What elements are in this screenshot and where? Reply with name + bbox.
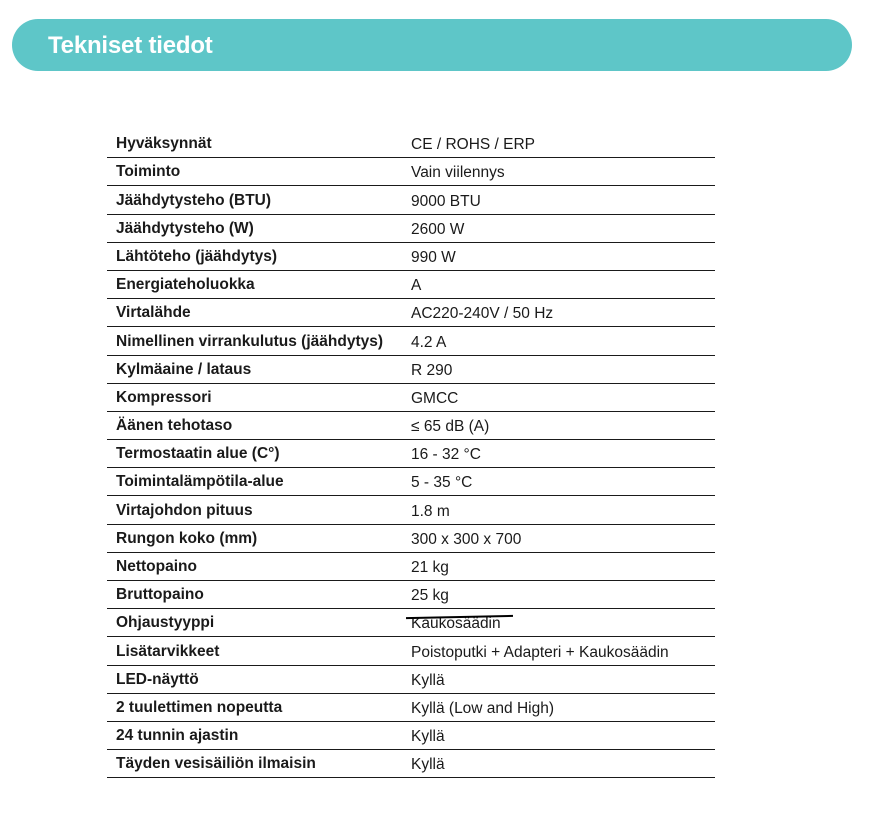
spec-row: [107, 158, 715, 186]
spec-label: 24 tunnin ajastin: [116, 727, 239, 745]
spec-row: [107, 356, 715, 384]
spec-label: Jäähdytysteho (W): [116, 219, 254, 237]
spec-row: [107, 553, 715, 581]
spec-row: [107, 750, 715, 778]
spec-label: Nimellinen virrankulutus (jäähdytys): [116, 332, 384, 350]
spec-value: Kyllä: [411, 671, 445, 689]
spec-row: [107, 525, 715, 553]
struck-value: Kaukosäädin: [411, 615, 501, 633]
spec-label: LED-näyttö: [116, 670, 199, 688]
spec-row: [107, 637, 715, 665]
spec-value: 300 x 300 x 700: [411, 530, 522, 548]
spec-row: [107, 243, 715, 271]
spec-label: Energiateholuokka: [116, 276, 255, 294]
spec-label: Toiminto: [116, 163, 181, 181]
spec-label: Bruttopaino: [116, 586, 204, 604]
spec-label: Äänen tehotaso: [116, 417, 233, 435]
spec-row: [107, 215, 715, 243]
spec-value: A: [411, 277, 422, 295]
spec-row: [107, 271, 715, 299]
spec-label: Rungon koko (mm): [116, 529, 258, 547]
spec-label: Lisätarvikkeet: [116, 642, 220, 660]
spec-label: Termostaatin alue (C°): [116, 445, 280, 463]
spec-label: Nettopaino: [116, 558, 197, 575]
spec-label: Täyden vesisäiliön ilmaisin: [116, 755, 316, 773]
spec-value: [411, 615, 501, 633]
spec-row: [107, 130, 715, 158]
spec-row: [107, 412, 715, 440]
spec-value: Poistoputki + Adapteri + Kaukosäädin: [411, 643, 669, 661]
spec-row: [107, 440, 715, 468]
spec-row: [107, 722, 715, 750]
spec-value: AC220-240V / 50 Hz: [411, 305, 554, 323]
spec-row: [107, 186, 715, 214]
spec-label: Virtalähde: [116, 304, 191, 322]
spec-label: 2 tuulettimen nopeutta: [116, 698, 283, 716]
spec-row: [107, 609, 715, 637]
section-header: [12, 19, 852, 71]
spec-value: 16 - 32 °C: [411, 446, 481, 464]
spec-row: [107, 468, 715, 496]
spec-label: Virtajohdon pituus: [116, 501, 253, 519]
spec-value: 21 kg: [411, 559, 449, 576]
section-title: Tekniset tiedot: [48, 32, 213, 59]
spec-label: Lähtöteho (jäähdytys): [116, 247, 278, 265]
spec-label: Kylmäaine / lataus: [116, 360, 252, 378]
spec-row: [107, 299, 715, 327]
spec-value: 4.2 A: [411, 333, 447, 351]
spec-label: Ohjaustyyppi: [116, 614, 215, 632]
spec-value: 25 kg: [411, 587, 449, 605]
spec-value: CE / ROHS / ERP: [411, 136, 536, 154]
spec-value: Kyllä: [411, 728, 445, 746]
spec-row: [107, 694, 715, 722]
spec-label: Hyväksynnät: [116, 135, 212, 153]
spec-value: 9000 BTU: [411, 192, 481, 210]
spec-label: Toimintalämpötila-alue: [116, 473, 284, 491]
spec-row: [107, 496, 715, 524]
spec-value: R 290: [411, 361, 453, 379]
spec-row: [107, 581, 715, 609]
spec-value: Kyllä (Low and High): [411, 699, 555, 717]
spec-value: Kyllä: [411, 756, 445, 774]
spec-row: [107, 666, 715, 694]
spec-row: [107, 327, 715, 355]
spec-value: 990 W: [411, 248, 456, 266]
spec-value: GMCC: [411, 389, 459, 407]
spec-value: 1.8 m: [411, 502, 450, 520]
spec-value: ≤ 65 dB (A): [411, 418, 490, 436]
spec-value: Vain viilennys: [411, 164, 505, 182]
spec-table: [107, 130, 715, 778]
spec-value: 5 - 35 °C: [411, 474, 473, 492]
spec-label: Kompressori: [116, 388, 212, 406]
spec-row: [107, 384, 715, 412]
spec-value: 2600 W: [411, 220, 465, 238]
spec-label: Jäähdytysteho (BTU): [116, 191, 272, 209]
